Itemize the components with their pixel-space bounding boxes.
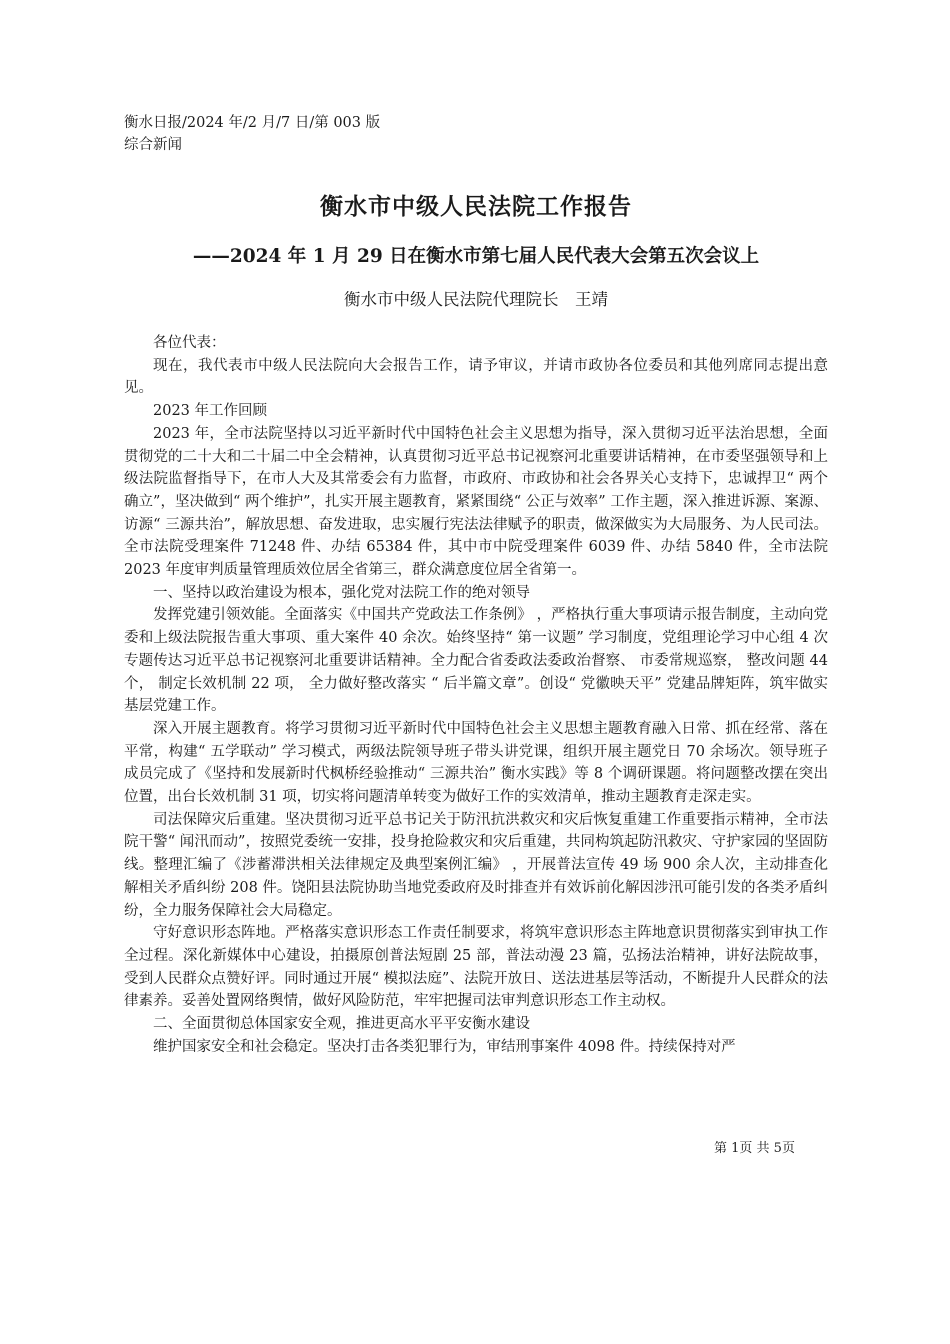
paragraph-intro: 现在，我代表市中级人民法院向大会报告工作，请予审议，并请市政协各位委员和其他列席同志提出意见。 — [124, 357, 828, 397]
section-heading-two: 二、全面贯彻总体国家安全观，推进更高水平平安衡水建设 — [153, 1016, 530, 1033]
document-page — [124, 112, 828, 1059]
report-body — [124, 332, 828, 1059]
paragraph-summary: 2023 年，全市法院坚持以习近平新时代中国特色社会主义思想为指导，深入贯彻习近平法治思想，全面贯彻党的二十大和二十届二中全会精神，认真贯彻习近平总书记视察河北重要讲话精神，在市委坚强领导和上级法院监督指导下，在市人大及其常委会有力监督，市政府、市政协和社会各界关心支持下，忠诚捍卫“ 两个确立”，坚决做到“ 两个维护”，扎实开展主题教育，紧紧围绕“ 公正与效率” 工作主题，深入推进诉源、案源、访源“ 三源共治”，解放思想、奋发进取，忠实履行宪法法律赋予的职责，做深做实为大局服务、为人民司法。全市法院受理案件 71248 件、办结 65384 件，其中市中院受理案件 6039 件、办结 5840 件，全市法院 2023 年度审判质量管理质效位居全省第三，群众满意度位居全省第一。 — [124, 425, 828, 579]
section-heading-one: 一、坚持以政治建设为根本，强化党对法院工作的绝对领导 — [153, 584, 530, 601]
paragraph-theme-education: 深入开展主题教育。将学习贯彻习近平新时代中国特色社会主义思想主题教育融入日常、抓在经常、落在平常，构建“ 五学联动” 学习模式，两级法院领导班子带头讲党课，组织开展主题党日 70 余场次。领导班子成员完成了《坚持和发展新时代枫桥经验推动“ 三源共治” 衡水实践》等 8 个调研课题。将问题整改摆在突出位置，出台长效机制 31 项，切实将问题清单转变为做好工作的实效清单，推动主题教育走深走实。 — [124, 720, 828, 806]
paragraph-ideology: 守好意识形态阵地。严格落实意识形态工作责任制要求，将筑牢意识形态主阵地意识贯彻落实到审执工作全过程。深化新媒体中心建设，拍摄原创普法短剧 25 部，普法动漫 23 篇，弘扬法治精神，讲好法院故事，受到人民群众点赞好评。同时通过开展“ 模拟法庭”、法院开放日、送法进基层等活动，不断提升人民群众的法律素养。妥善处置网络舆情，做好风险防范，牢牢把握司法审判意识形态工作主动权。 — [124, 925, 828, 1010]
paragraph-disaster-reconstruction: 司法保障灾后重建。坚决贯彻习近平总书记关于防汛抗洪救灾和灾后恢复重建工作重要指示精神，全市法院干警“ 闻汛而动”，按照党委统一安排，投身抢险救灾和灾后重建，共同构筑起防汛救灾、守护家园的坚固防线。整理汇编了《涉蓄滞洪相关法律规定及典型案例汇编》 ，开展普法宣传 49 场 900 余人次，主动排查化解相关矛盾纠纷 208 件。饶阳县法院协助当地党委政府及时排查并有效诉前化解因涉汛可能引发的各类矛盾纠纷，全力服务保障社会大局稳定。 — [124, 811, 828, 919]
author-line: 衡水市中级人民法院代理院长 王靖 — [344, 290, 608, 309]
section-heading-review: 2023 年工作回顾 — [153, 403, 268, 420]
page-title: 衡水市中级人民法院工作报告 — [320, 193, 632, 220]
paragraph-greeting: 各位代表： — [153, 335, 226, 351]
paragraph-party-building: 发挥党建引领效能。全面落实《中国共产党政法工作条例》 ，严格执行重大事项请示报告制度，主动向党委和上级法院报告重大事项、重大案件 40 余次。始终坚持“ 第一议题” 学习制度，党组理论学习中心组 4 次专题传达习近平总书记视察河北重要讲话精神。全力配合省委政法委政治督察、 市委常规巡察， 整改问题 44 个， 制定长效机制 22 项， 全力做好整改落实 “ 后半篇文章”。创设“ 党徽映天平” 党建品牌矩阵，筑牢做实基层党建工作。 — [124, 607, 828, 715]
source-line: 衡水日报/2024 年/2 月/7 日/第 003 版综合新闻 — [124, 115, 381, 153]
page-number: 第 1页 共 5页 — [714, 1141, 795, 1156]
paragraph-national-security: 维护国家安全和社会稳定。坚决打击各类犯罪行为，审结刑事案件 4098 件。持续保持对严 — [153, 1038, 736, 1055]
page-subtitle: ——2024 年 1 月 29 日在衡水市第七届人民代表大会第五次会议上 — [192, 246, 760, 267]
